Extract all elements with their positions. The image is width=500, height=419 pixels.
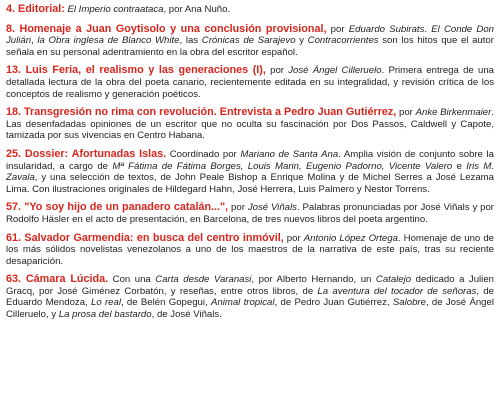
toc-entry-goytisolo: 8. Homenaje a Juan Goytisolo y una conclusión provisional, por Eduardo Subirats. El Conde Don Julián, la Obra inglesa de Blanco White, las Crónicas de Sarajevo y Contracorrientes son los hitos que el autor señala en su personal adentramiento en la obra del escritor español. — [6, 22, 495, 58]
author-italic: Iris M. Zavala — [6, 160, 494, 184]
toc-entry-camara-lucida: 63. Cámara Lúcida. Con una Carta desde Varanasi, por Alberto Hernando, un Catalejo dedicado a Julien Gracq, por José Giménez Corbatón, y reseñas, entre otros libros, de La aventura del tocador de señoras, de Eduardo Mendoza, Lo real, de Belén Gopegui, Animal tropical, de Pedro Juan Gutiérrez, Salobre, de José Ángel Cilleruelo, y La prosa del bastardo, de José Viñals. — [6, 273, 494, 321]
title-italic: Crónicas de Sarajevo — [201, 35, 296, 47]
entry-heading: 61. Salvador Garmendia: en busca del centro inmóvil, — [6, 231, 284, 244]
entry-heading: 57. "Yo soy hijo de un panadero catalán...", — [6, 201, 229, 214]
entry-heading: 18. Transgresión no rima con revolución. Entrevista a Pedro Juan Gutiérrez, — [6, 106, 397, 119]
toc-entry-editorial: 4. Editorial: El Imperio contraataca, por Ana Nuño. — [6, 3, 231, 15]
entry-heading: 25. Dossier: Afortunadas Islas. — [6, 147, 167, 160]
author-italic: Mariano de Santa Ana — [240, 148, 339, 160]
entry-heading: 4. Editorial: — [6, 3, 65, 15]
author-italic: Antonio López Ortega — [303, 232, 398, 244]
author-italic: José Ángel Cilleruelo — [288, 65, 382, 77]
title-italic: Animal tropical — [210, 297, 275, 309]
title-italic: La prosa del bastardo — [58, 309, 152, 321]
title-italic: Carta desde Varanasi — [155, 274, 252, 286]
title-italic: Catalejo — [375, 274, 412, 286]
author-italic: Anke Birkenmaier — [415, 107, 492, 119]
title-italic: Salobre — [392, 297, 426, 309]
title-italic: El Conde Don Julián — [6, 23, 495, 47]
toc-entry-garmendia: 61. Salvador Garmendia: en busca del centro inmóvil, por Antonio López Ortega. Homenaje de uno de los más sólidos novelistas venezolanos a uno de los maestros de la narrativa de este país, tras su reciente desaparición. — [6, 231, 494, 267]
entry-heading: 8. Homenaje a Juan Goytisolo y una conclusión provisional, — [6, 22, 327, 35]
toc-entry-gutierrez-interview: 18. Transgresión no rima con revolución. Entrevista a Pedro Juan Gutiérrez, por Anke Birkenmaier. Las desenfadadas opiniones de un escritor que no oculta su fascinación por Dos Passos, Caldwell y Capote, tamizada por sus vivencias en Centro Habana. — [6, 106, 494, 142]
title-italic: la Obra inglesa de Blanco White — [37, 35, 180, 47]
toc-entry-vinals: 57. "Yo soy hijo de un panadero catalán...", por José Viñals. Palabras pronunciadas por José Viñals y por Rodolfo Häsler en el acto de presentación, en Barcelona, de tres nuevos libros del poeta argentino. — [6, 201, 494, 225]
author-italic: Eduardo Subirats — [348, 23, 425, 35]
entry-heading: 13. Luis Feria, el realismo y las generaciones (I), — [6, 64, 266, 77]
title-italic: El Imperio contraataca — [67, 4, 164, 15]
title-italic: La aventura del tocador de señoras — [317, 285, 477, 297]
toc-entry-luis-feria: 13. Luis Feria, el realismo y las generaciones (I), por José Ángel Cilleruelo. Primera entrega de una detallada lectura de la obra del poeta canario, recientemente editada en su integralidad, y revisión crítica de los conceptos de realismo y generación poéticos. — [6, 64, 494, 100]
title-italic: Contracorrientes — [307, 35, 379, 47]
author-italic: Mª Fátima de Fátima Borges, Louis Marin, Eugenio Padorno, Vicente Valero — [112, 160, 453, 172]
entry-heading: 63. Cámara Lúcida. — [6, 273, 109, 286]
author-italic: José Viñals — [247, 202, 297, 214]
toc-entry-dossier: 25. Dossier: Afortunadas Islas. Coordinado por Mariano de Santa Ana. Amplia visión de conjunto sobre la insularidad, a cargo de Mª Fátima de Fátima Borges, Louis Marin, Eugenio Padorno, Vicente Valero e Iris M. Zavala, y una selección de textos, de John Peale Bishop a Enrique Molina y de Michel Serres a José Lezama Lima. Con ilustraciones originales de Hildegard Hahn, José Herrera, Luis Palmero y Nestor Torrens. — [6, 147, 494, 195]
title-italic: Lo real — [91, 297, 121, 309]
